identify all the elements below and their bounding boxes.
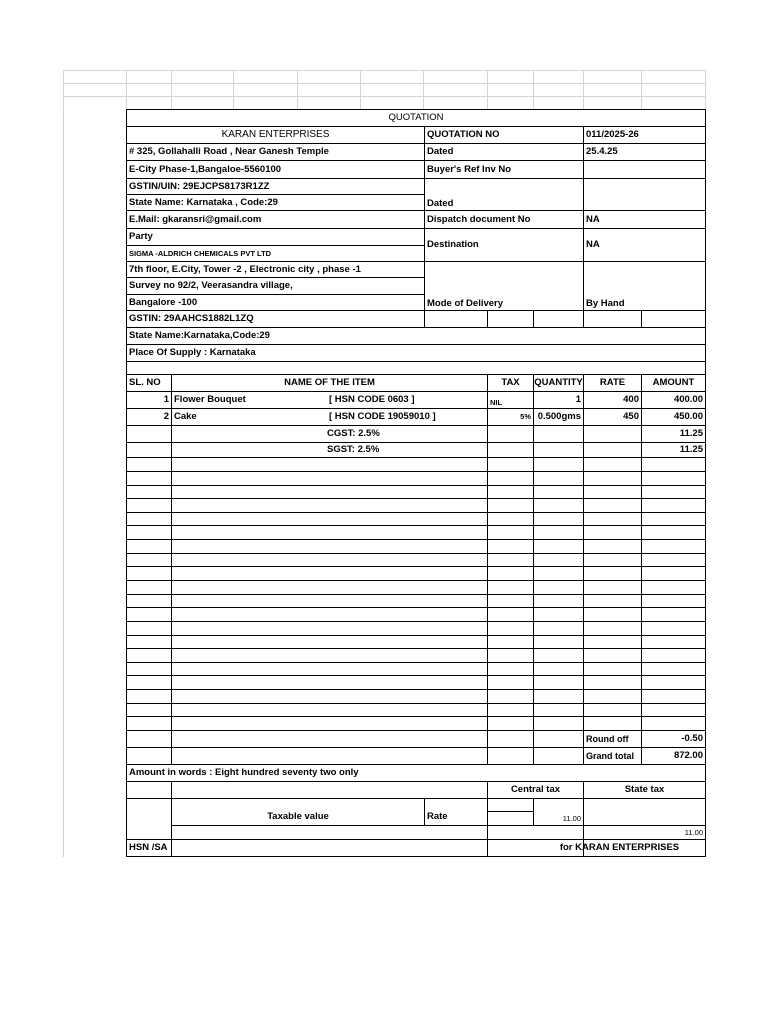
item-hsn: [ HSN CODE 19059010 ] bbox=[329, 411, 436, 423]
amount-in-words: Amount in words : Eight hundred seventy two only bbox=[129, 767, 359, 779]
company-address-line2: E-City Phase-1,Bangaloe-5560100 bbox=[129, 163, 282, 175]
header-quantity: QUANTITY bbox=[534, 377, 583, 389]
quotation-form bbox=[63, 109, 706, 857]
item-amount: 400.00 bbox=[673, 394, 703, 406]
dispatch-label: Dispatch document No bbox=[427, 213, 531, 225]
item-sl: 1 bbox=[163, 394, 169, 406]
grand-total-label: Grand total bbox=[586, 750, 635, 761]
sgst-label: SGST: 2.5% bbox=[327, 444, 380, 456]
party-gstin: GSTIN: 29AAHCS1882L1ZQ bbox=[129, 313, 254, 325]
quotation-title: QUOTATION bbox=[388, 112, 444, 124]
rate-label: Rate bbox=[427, 811, 448, 823]
company-email: E.Mail: gkaransri@gmail.com bbox=[129, 213, 262, 225]
header-sl-no: SL. NO bbox=[129, 377, 161, 389]
party-address-line2: Survey no 92/2, Veerasandra village, bbox=[129, 280, 293, 292]
item-qty: 1 bbox=[575, 394, 581, 406]
cgst-label: CGST: 2.5% bbox=[327, 428, 380, 440]
signatory: for KARAN ENTERPRISES bbox=[559, 842, 680, 854]
item-qty: 0.500gms bbox=[537, 411, 581, 423]
item-sl: 2 bbox=[163, 411, 169, 423]
quotation-no-label: QUOTATION NO bbox=[427, 129, 500, 141]
round-off-value: -0.50 bbox=[681, 733, 703, 745]
party-name: SIGMA -ALDRICH CHEMICALS PVT LTD bbox=[129, 248, 272, 258]
item-rate: 400 bbox=[623, 394, 639, 406]
party-address-line3: Bangalore -100 bbox=[129, 296, 198, 308]
state-tax-amount: 11.00 bbox=[684, 827, 703, 837]
header-rate: RATE bbox=[599, 377, 626, 389]
cgst-amount: 11.25 bbox=[679, 428, 703, 440]
party-state: State Name:Karnataka,Code:29 bbox=[129, 330, 270, 342]
header-tax: TAX bbox=[501, 377, 520, 389]
taxable-value-label: Taxable value bbox=[267, 811, 329, 823]
dated-value: 25.4.25 bbox=[586, 146, 618, 158]
place-of-supply: Place Of Supply : Karnataka bbox=[129, 347, 256, 359]
spreadsheet-grid bbox=[63, 70, 706, 110]
dated-label: Dated bbox=[427, 146, 454, 158]
hsn-sa-label: HSN /SA bbox=[129, 842, 168, 854]
buyer-ref-label: Buyer's Ref Inv No bbox=[427, 163, 512, 175]
delivery-label: Mode of Delivery bbox=[427, 297, 504, 309]
destination-value: NA bbox=[586, 239, 600, 251]
party-address-line1: 7th floor, E.City, Tower -2 , Electronic city , phase -1 bbox=[129, 263, 361, 275]
delivery-value: By Hand bbox=[586, 297, 625, 309]
destination-label: Destination bbox=[427, 239, 479, 251]
state-tax-label: State tax bbox=[624, 784, 665, 796]
item-amount: 450.00 bbox=[673, 411, 703, 423]
header-item-name: NAME OF THE ITEM bbox=[284, 377, 375, 389]
company-address-line1: # 325, Gollahalli Road , Near Ganesh Temple bbox=[129, 146, 329, 158]
party-label: Party bbox=[129, 231, 153, 243]
company-state: State Name: Karnataka , Code:29 bbox=[129, 196, 278, 208]
company-name: KARAN ENTERPRISES bbox=[221, 129, 330, 140]
item-name: Flower Bouquet bbox=[174, 394, 246, 406]
dispatch-value: NA bbox=[586, 213, 600, 225]
central-tax-label: Central tax bbox=[510, 784, 561, 796]
company-gstin: GSTIN/UIN: 29EJCPS8173R1ZZ bbox=[129, 180, 270, 192]
item-hsn: [ HSN CODE 0603 ] bbox=[329, 394, 415, 406]
item-tax: NIL bbox=[490, 397, 503, 407]
header-amount: AMOUNT bbox=[652, 377, 695, 389]
item-name: Cake bbox=[174, 411, 197, 423]
item-tax: 5% bbox=[520, 412, 531, 422]
central-tax-amount: 11.00 bbox=[562, 813, 581, 823]
sgst-amount: 11.25 bbox=[679, 444, 703, 456]
grand-total-value: 872.00 bbox=[673, 750, 703, 762]
item-rate: 450 bbox=[623, 411, 639, 423]
round-off-label: Round off bbox=[586, 733, 629, 744]
quotation-no-value: 011/2025-26 bbox=[586, 129, 639, 141]
dated2-label: Dated bbox=[427, 197, 454, 209]
